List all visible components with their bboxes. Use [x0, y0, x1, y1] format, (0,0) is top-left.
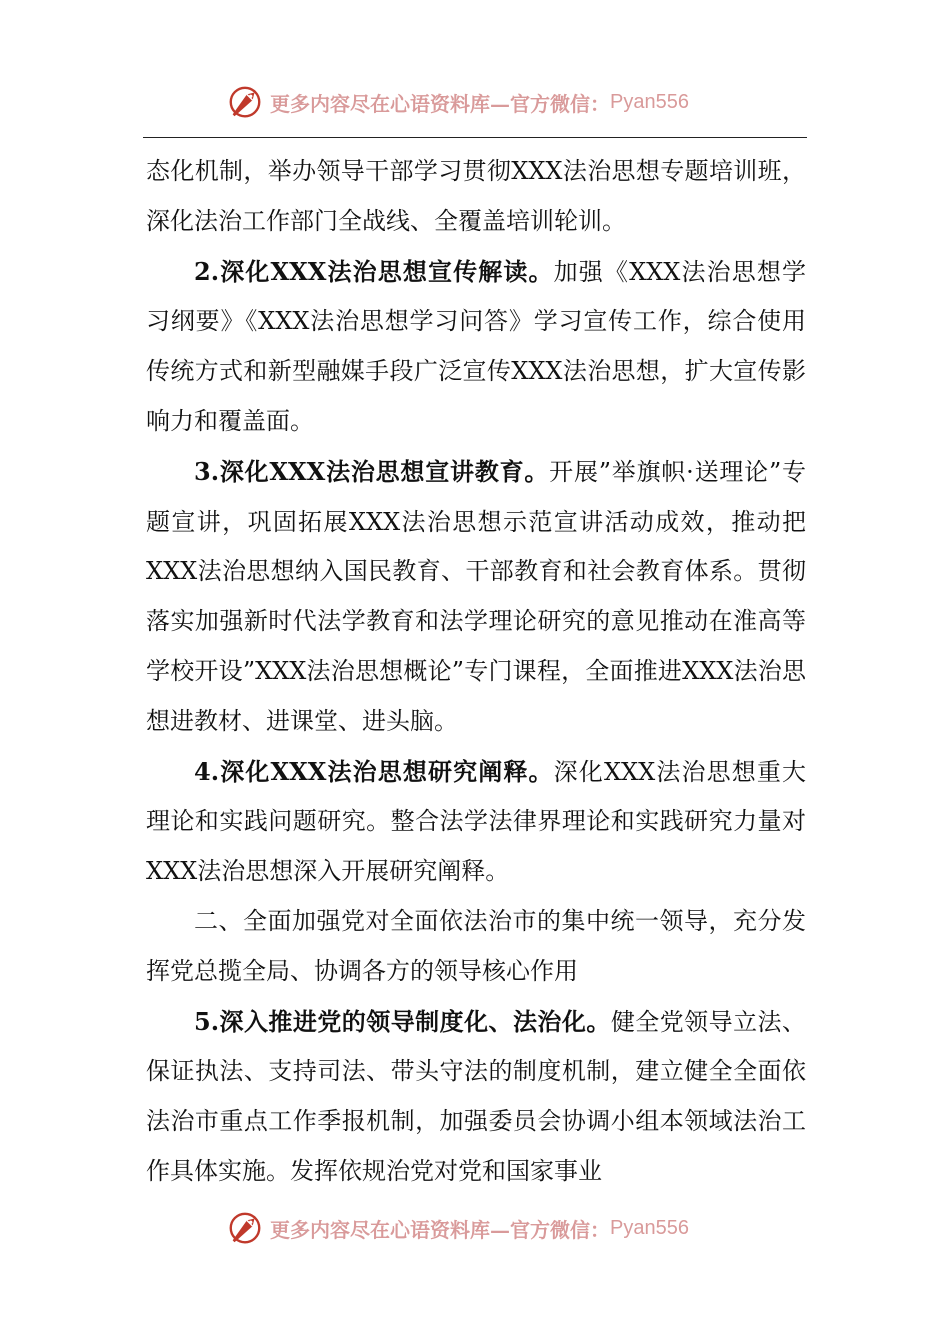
paragraph-1: 态化机制，举办领导干部学习贯彻XXX法治思想专题培训班，深化法治工作部门全战线、全覆盖培训轮训。 [146, 157, 806, 235]
paragraph-4-lead: 4.深化XXX法治思想研究阐释。 [194, 756, 554, 786]
footer-banner-contact: Pyan556 [610, 1216, 689, 1239]
header-banner-text: 更多内容尽在心语资料库—官方微信： [270, 91, 610, 116]
document-body [146, 147, 806, 1197]
header-divider [143, 137, 807, 138]
paragraph-2-text: 加强《XXX法治思想学习纲要》《XXX法治思想学习问答》学习宣传工作，综合使用传统方式和新型融媒手段广泛宣传XXX法治思想，扩大宣传影响力和覆盖面。 [146, 257, 807, 435]
paragraph-2-lead: 2.深化XXX法治思想宣传解读。 [194, 256, 554, 286]
paragraph-3-lead: 3.深化XXX法治思想宣讲教育。 [194, 456, 550, 486]
paragraph-3-text: 开展”举旗帜·送理论”专题宣讲，巩固拓展XXX法治思想示范宣讲活动成效，推动把XXX法治思想纳入国民教育、干部教育和社会教育体系。贯彻落实加强新时代法学教育和法学理论研究的意见推动在淮高等学校开设”XXX法治思想概论”专门课程，全面推进XXX法治思想进教材、进课堂、进头脑。 [146, 457, 807, 735]
paragraph-5-lead: 5.深入推进党的领导制度化、法治化。 [194, 1006, 611, 1036]
paragraph-5-text: 健全党领导立法、保证执法、支持司法、带头守法的制度机制，建立健全全面依法治市重点工作季报机制，加强委员会协调小组本领域法治工作具体实施。发挥依规治党对党和国家事业 [146, 1007, 807, 1185]
pen-nib-logo-icon [226, 1209, 264, 1247]
pen-nib-logo-icon [226, 83, 264, 121]
paragraph-5 [146, 997, 806, 1197]
paragraph-2 [146, 247, 806, 447]
header-watermark-banner [226, 80, 689, 124]
footer-watermark-banner [226, 1206, 689, 1250]
paragraph-3 [146, 447, 806, 747]
paragraph-4 [146, 747, 806, 897]
section-heading-2: 二、全面加强党对全面依法治市的集中统一领导，充分发挥党总揽全局、协调各方的领导核心作用 [146, 906, 806, 985]
footer-banner-text: 更多内容尽在心语资料库—官方微信： [270, 1217, 610, 1242]
header-banner-contact: Pyan556 [610, 90, 689, 113]
paragraph-4-text: 深化XXX法治思想重大理论和实践问题研究。整合法学法律界理论和实践研究力量对XXX法治思想深入开展研究阐释。 [146, 757, 807, 886]
